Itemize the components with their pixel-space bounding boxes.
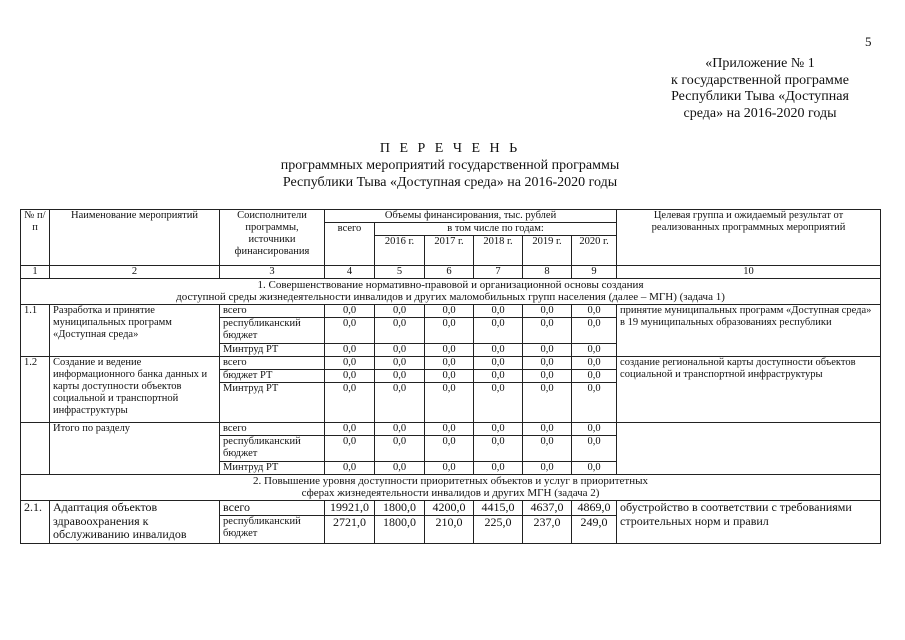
header-num: № п/п (21, 210, 50, 266)
header-coexec: Соисполнители программы, источники финансирования (220, 210, 325, 266)
page-number: 5 (865, 34, 872, 49)
row-num (21, 423, 50, 475)
value-cell: 0,0 (425, 462, 474, 475)
source-label: Минтруд РТ (220, 462, 325, 475)
source-label: республиканский бюджет (220, 515, 325, 543)
source-label: Минтруд РТ (220, 383, 325, 423)
value-cell: 0,0 (572, 357, 617, 370)
value-cell: 4869,0 (572, 501, 617, 516)
value-cell: 0,0 (572, 318, 617, 344)
value-cell: 225,0 (474, 515, 523, 543)
value-cell: 1800,0 (375, 515, 425, 543)
source-label: Минтруд РТ (220, 344, 325, 357)
header-year: 2017 г. (425, 236, 474, 266)
section-heading-2 (21, 475, 881, 501)
column-number: 10 (617, 266, 881, 279)
appendix-line: к государственной программе (671, 72, 849, 88)
row-name: Итого по разделу (50, 423, 220, 475)
value-cell: 0,0 (425, 436, 474, 462)
column-number: 7 (474, 266, 523, 279)
value-cell: 4637,0 (523, 501, 572, 516)
value-cell: 0,0 (425, 383, 474, 423)
source-label: бюджет РТ (220, 370, 325, 383)
value-cell: 0,0 (474, 423, 523, 436)
section-line: сферах жизнедеятельности инвалидов и других МГН (задача 2) (301, 487, 600, 499)
header-name: Наименование мероприятий (50, 210, 220, 266)
section-line: 1. Совершенствование нормативно-правовой и организационной основы создания (257, 279, 644, 291)
value-cell: 0,0 (425, 423, 474, 436)
column-number: 6 (425, 266, 474, 279)
row-result (617, 423, 881, 475)
row-num: 1.1 (21, 305, 50, 357)
value-cell: 0,0 (523, 436, 572, 462)
value-cell: 0,0 (474, 383, 523, 423)
header-by-years: в том числе по годам: (375, 223, 617, 236)
document-subtitle: программных мероприятий государственной программы (280, 158, 620, 173)
measures-table (20, 209, 881, 544)
source-label: всего (220, 357, 325, 370)
row-num: 1.2 (21, 357, 50, 423)
row-result: обустройство в соответствии с требованиями строительных норм и правил (617, 501, 881, 544)
appendix-line: «Приложение № 1 (705, 56, 815, 71)
table-row (21, 357, 881, 370)
table-row (21, 305, 881, 318)
value-cell: 0,0 (325, 436, 375, 462)
value-cell: 0,0 (523, 383, 572, 423)
value-cell: 0,0 (474, 305, 523, 318)
header-year: 2019 г. (523, 236, 572, 266)
value-cell: 0,0 (523, 370, 572, 383)
value-cell: 1800,0 (375, 501, 425, 516)
value-cell: 0,0 (375, 344, 425, 357)
source-label: республиканский бюджет (220, 436, 325, 462)
row-result: принятие муниципальных программ «Доступная среда» в 19 муниципальных образованиях республики (617, 305, 881, 357)
value-cell: 0,0 (474, 357, 523, 370)
value-cell: 237,0 (523, 515, 572, 543)
section-heading-1 (21, 279, 881, 305)
column-number: 9 (572, 266, 617, 279)
source-label: всего (220, 501, 325, 516)
value-cell: 0,0 (425, 305, 474, 318)
column-number: 3 (220, 266, 325, 279)
header-year: 2020 г. (572, 236, 617, 266)
value-cell: 2721,0 (325, 515, 375, 543)
header-funding: Объемы финансирования, тыс. рублей (325, 210, 617, 223)
header-total: всего (325, 223, 375, 266)
column-number: 4 (325, 266, 375, 279)
column-number: 2 (50, 266, 220, 279)
value-cell: 0,0 (474, 436, 523, 462)
value-cell: 0,0 (474, 370, 523, 383)
row-num: 2.1. (21, 501, 50, 544)
value-cell: 249,0 (572, 515, 617, 543)
document-heading (250, 140, 650, 191)
value-cell: 0,0 (572, 305, 617, 318)
table-row (21, 501, 881, 516)
value-cell: 0,0 (375, 305, 425, 318)
value-cell: 0,0 (325, 370, 375, 383)
source-label: всего (220, 305, 325, 318)
value-cell: 0,0 (325, 357, 375, 370)
value-cell: 0,0 (572, 383, 617, 423)
value-cell: 0,0 (375, 370, 425, 383)
value-cell: 0,0 (325, 423, 375, 436)
value-cell: 0,0 (425, 357, 474, 370)
value-cell: 0,0 (572, 436, 617, 462)
column-number: 5 (375, 266, 425, 279)
row-name: Адаптация объектов здравоохранения к обслуживанию инвалидов (50, 501, 220, 544)
section-line: доступной среды жизнедеятельности инвалидов и других маломобильных групп населения (далее – МГН) (задача 1) (176, 291, 725, 303)
value-cell: 0,0 (375, 383, 425, 423)
value-cell: 0,0 (523, 462, 572, 475)
value-cell: 0,0 (523, 305, 572, 318)
source-label: всего (220, 423, 325, 436)
document-title: П Е Р Е Ч Е Н Ь (379, 141, 521, 156)
value-cell: 0,0 (523, 423, 572, 436)
header-year: 2016 г. (375, 236, 425, 266)
value-cell: 0,0 (375, 462, 425, 475)
row-name: Разработка и принятие муниципальных программ «Доступная среда» (50, 305, 220, 357)
value-cell: 0,0 (375, 318, 425, 344)
column-number: 1 (21, 266, 50, 279)
value-cell: 0,0 (325, 344, 375, 357)
value-cell: 0,0 (425, 370, 474, 383)
value-cell: 0,0 (375, 423, 425, 436)
value-cell: 0,0 (474, 462, 523, 475)
value-cell: 19921,0 (325, 501, 375, 516)
value-cell: 0,0 (325, 462, 375, 475)
value-cell: 0,0 (572, 344, 617, 357)
value-cell: 0,0 (474, 318, 523, 344)
value-cell: 210,0 (425, 515, 474, 543)
value-cell: 0,0 (523, 357, 572, 370)
source-label: республиканский бюджет (220, 318, 325, 344)
value-cell: 0,0 (325, 305, 375, 318)
row-result: создание региональной карты доступности объектов социальной и транспортной инфраструктуры (617, 357, 881, 423)
value-cell: 0,0 (572, 370, 617, 383)
value-cell: 0,0 (425, 318, 474, 344)
section-line: 2. Повышение уровня доступности приоритетных объектов и услуг в приоритетных (253, 475, 649, 487)
row-name: Создание и ведение информационного банка данных и карты доступности объектов социальной и транспортной инфраструктуры (50, 357, 220, 423)
header-target: Целевая группа и ожидаемый результат от реализованных программных мероприятий (617, 210, 881, 266)
value-cell: 0,0 (325, 318, 375, 344)
value-cell: 0,0 (325, 383, 375, 423)
value-cell: 0,0 (572, 423, 617, 436)
appendix-note (640, 56, 880, 122)
appendix-line: Республики Тыва «Доступная (671, 89, 849, 104)
value-cell: 0,0 (425, 344, 474, 357)
value-cell: 4415,0 (474, 501, 523, 516)
column-number: 8 (523, 266, 572, 279)
appendix-line: среда» на 2016-2020 годы (683, 105, 837, 121)
value-cell: 4200,0 (425, 501, 474, 516)
value-cell: 0,0 (572, 462, 617, 475)
value-cell: 0,0 (375, 436, 425, 462)
value-cell: 0,0 (375, 357, 425, 370)
value-cell: 0,0 (523, 318, 572, 344)
document-subtitle: Республики Тыва «Доступная среда» на 2016-2020 годы (282, 175, 618, 190)
header-year: 2018 г. (474, 236, 523, 266)
value-cell: 0,0 (523, 344, 572, 357)
value-cell: 0,0 (474, 344, 523, 357)
table-row (21, 423, 881, 436)
